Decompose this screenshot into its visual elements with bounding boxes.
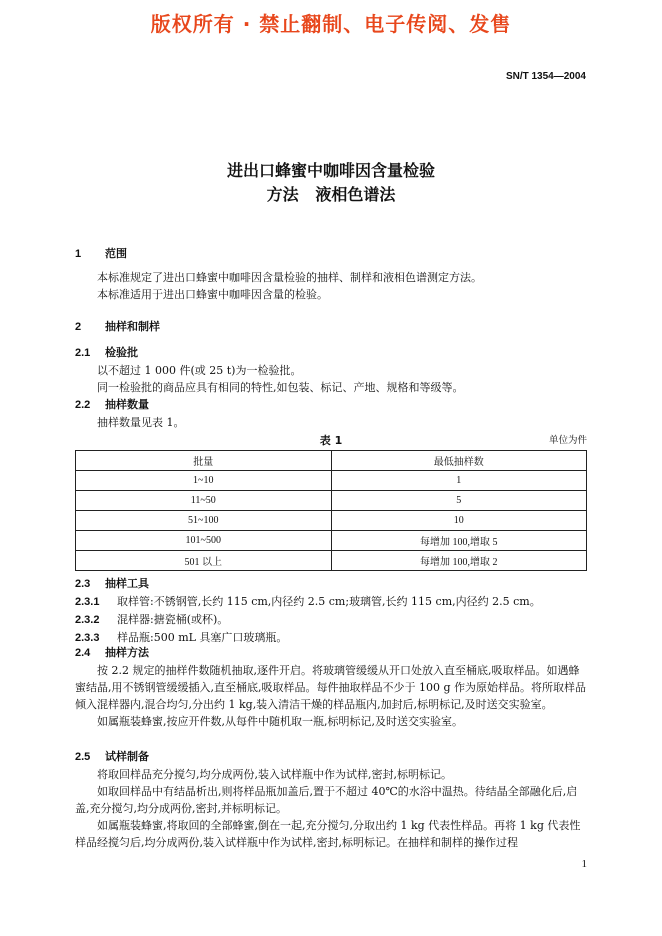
table-cell: 1~10 — [76, 471, 332, 491]
table-row — [76, 551, 587, 571]
paragraph: 如取回样品中有结晶析出,则将样品瓶加盖后,置于不超过 40℃的水浴中温热。待结晶全部融化后,启盖,充分搅匀,均分成两份,密封,并标明标记。 — [75, 785, 578, 815]
paragraph: 同一检验批的商品应具有相同的特性,如包装、标记、产地、规格和等级等。 — [97, 381, 464, 394]
table-header-row — [76, 451, 587, 471]
paragraph: 如属瓶装蜂蜜,按应开件数,从每件中随机取一瓶,标明标记,及时送交实验室。 — [97, 715, 463, 728]
table-header-cell: 最低抽样数 — [331, 451, 587, 471]
section-number: 2.3 — [75, 578, 91, 590]
section-heading: 抽样工具 — [105, 577, 149, 590]
table-row — [76, 491, 587, 511]
section-number: 2.3.2 — [75, 614, 100, 626]
table-cell: 501 以上 — [76, 551, 332, 571]
sampling-table — [75, 450, 587, 571]
paragraph: 本标准适用于进出口蜂蜜中咖啡因含量的检验。 — [97, 288, 328, 301]
paragraph: 本标准规定了进出口蜂蜜中咖啡因含量检验的抽样、制样和液相色谱测定方法。 — [97, 271, 482, 284]
paragraph: 抽样数量见表 1。 — [97, 416, 185, 429]
section-number: 1 — [75, 248, 82, 260]
section-2 — [75, 318, 587, 336]
section-heading: 试样制备 — [105, 750, 149, 763]
section-heading: 抽样和制样 — [105, 320, 160, 333]
section-heading: 抽样方法 — [105, 646, 149, 659]
section-number: 2.3.1 — [75, 596, 100, 608]
document-title: 进出口蜂蜜中咖啡因含量检验 — [226, 161, 435, 180]
section-1 — [75, 245, 587, 303]
standard-code: SN/T 1354—2004 — [505, 71, 586, 82]
table-cell: 每增加 100,增取 2 — [331, 551, 587, 571]
section-2-4 — [75, 644, 587, 730]
table-caption: 表 1 — [319, 434, 343, 447]
section-number: 2.5 — [75, 751, 91, 763]
section-number: 2.2 — [75, 399, 91, 411]
paragraph: 按 2.2 规定的抽样件数随机抽取,逐件开启。将玻璃管缓缓从开口处放入直至桶底,吸取样品。如遇蜂蜜结晶,用不锈钢管缓缓插入,直至桶底,吸取样品。每件抽取样品不少于 100 g 作为原始样品。将所取样品倾入混样器内,混合均匀,分出约 1 kg,装入清洁干燥的样品瓶内,加封后,标明标记,及时送交实验室。 — [75, 664, 587, 711]
section-2-3 — [75, 575, 587, 647]
section-heading: 范围 — [105, 247, 127, 260]
section-heading: 检验批 — [105, 346, 138, 359]
document-subtitle: 方法 液相色谱法 — [266, 185, 396, 204]
paragraph: 样品瓶:500 mL 具塞广口玻璃瓶。 — [117, 631, 288, 644]
paragraph: 如属瓶装蜂蜜,将取回的全部蜂蜜,倒在一起,充分搅匀,分取出约 1 kg 代表性样品。再将 1 kg 代表性样品经搅匀后,均分成两份,装入试样瓶中作为试样,密封,标明标记。在抽样和制样的操作过程 — [75, 819, 581, 849]
paragraph: 取样管:不锈钢管,长约 115 cm,内径约 2.5 cm;玻璃管,长约 115 cm,内径约 2.5 cm。 — [117, 595, 541, 608]
section-number: 2.1 — [75, 347, 91, 359]
table-cell: 10 — [331, 511, 587, 531]
section-number: 2.4 — [75, 647, 91, 659]
table-cell: 11~50 — [76, 491, 332, 511]
section-number: 2.3.3 — [75, 632, 100, 644]
table-cell: 101~500 — [76, 531, 332, 551]
table-cell: 51~100 — [76, 511, 332, 531]
table-cell: 每增加 100,增取 5 — [331, 531, 587, 551]
section-heading: 抽样数量 — [105, 398, 149, 411]
table-cell: 5 — [331, 491, 587, 511]
section-2-1 — [75, 344, 587, 396]
section-2-2 — [75, 396, 587, 431]
table-cell: 1 — [331, 471, 587, 491]
copyright-watermark: 版权所有 · 禁止翻制、电子传阅、发售 — [150, 12, 512, 36]
paragraph: 混样器:搪瓷桶(或杯)。 — [117, 613, 229, 626]
table-row — [76, 531, 587, 551]
paragraph: 以不超过 1 000 件(或 25 t)为一检验批。 — [97, 364, 302, 377]
table-header-cell: 批量 — [76, 451, 332, 471]
paragraph: 将取回样品充分搅匀,均分成两份,装入试样瓶中作为试样,密封,标明标记。 — [97, 768, 452, 781]
table-unit: 单位为件 — [548, 435, 587, 446]
section-2-5 — [75, 748, 587, 851]
page-number: 1 — [581, 858, 587, 870]
table-row — [76, 471, 587, 491]
section-number: 2 — [75, 321, 82, 333]
table-row — [76, 511, 587, 531]
